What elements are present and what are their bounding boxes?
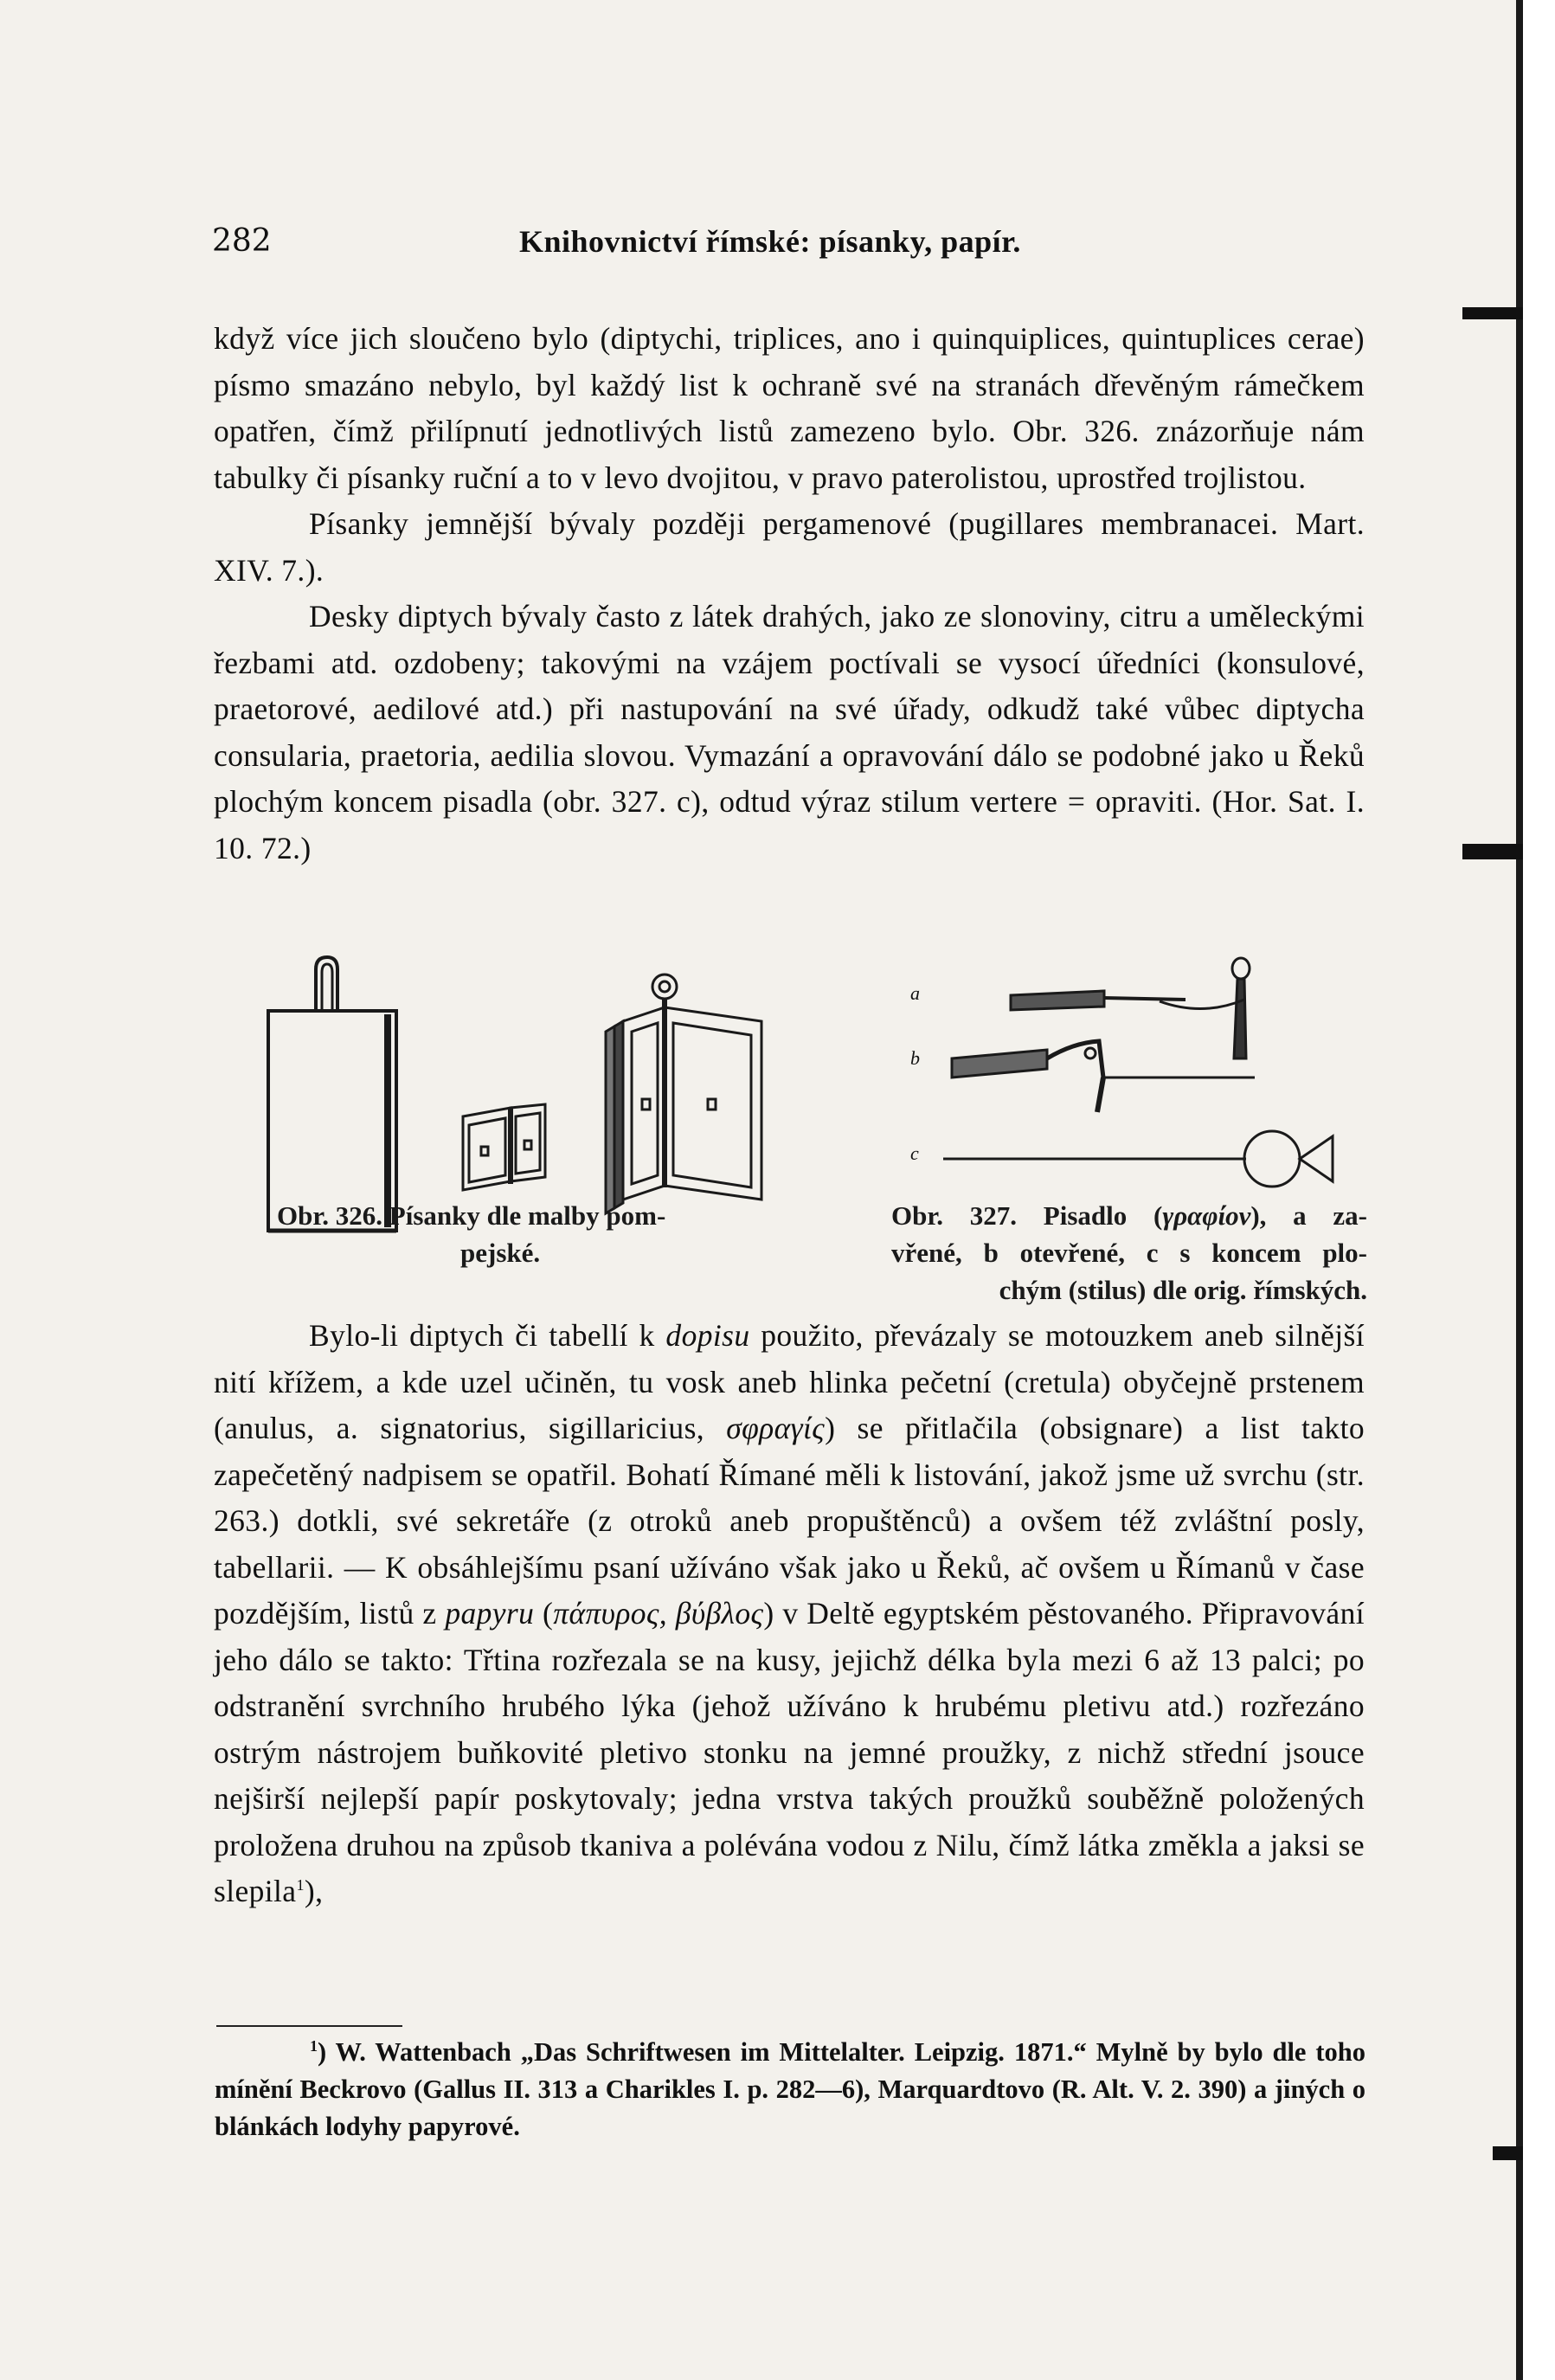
page-header [212,223,1367,267]
figure-327-caption [891,1197,1367,1309]
caption-line: chým (stilus) dle orig. římských. [999,1275,1367,1305]
page-edge-mark [1462,844,1523,859]
page-number: 282 [212,223,272,259]
scan-margin [1523,0,1555,2380]
body-text-bottom [214,1313,1365,1915]
running-title: Knihovnictví římské: písanky, papír. [519,224,1021,259]
figure-326-caption [277,1197,796,1271]
footnote [215,2034,1365,2145]
figure-327-styli [900,939,1367,1207]
tablet-triptych-illustration [463,1104,545,1190]
stylus-c-flat-end [943,1131,1333,1187]
paragraph: Písanky jemnější bývaly později pergamenové (pugillares membranacei. Mart. XIV. 7.). [214,506,1365,588]
footnote-reference: 1 [296,1876,305,1894]
caption-line: Obr. 326. Písanky dle malby pom- [277,1200,666,1231]
paragraph: když více jich sloučeno bylo (diptychi, triplices, ano i quinquiplices, quintuplices cerae) písmo smazáno nebylo, byl každý list k ochraně své na stranách dřevěným rámečkem opatřen, čímž přilípnutí jednotlivých listů zamezeno bylo. Obr. 326. znázorňuje nám tabulky či písanky ruční a to v levo dvojitou, v pravo paterolistou, uprostřed trojlistou. [214,321,1365,495]
footnote-divider [216,2025,402,2027]
paragraph: Bylo-li diptych či tabellí k dopisu použito, převázaly se motouzkem aneb silnější nití křížem, a kde uzel učiněn, tu vosk aneb hlinka pečetní (cretula) obyčejně prstenem (anulus, a. signatorius, sigillaricius, σφραγίς) se přitlačila (obsignare) a list takto zapečetěný nadpisem se opatřil. Bohatí Římané měli k listování, jakož jsme už svrchu (str. 263.) dotkli, své sekretáře (z otroků aneb propuštěnců) a ovšem též zvláštní posly, tabellarii. — K obsáhlejšímu psaní užíváno však jako u Řeků, ač ovšem u Římanů v čase pozdějším, listů z papyru (πάπυρος, βύβλος) v Deltě egyptském pěstovaného. Připravování jeho dálo se takto: Třtina rozřezala se na kusy, jejichž délka byla mezi 6 až 13 palci; po odstranění svrchního hrubého lýka (jehož užíváno k hrubému pletivu atd.) rozřezáno ostrým nástrojem buňkovité pletivo stonku na jemné proužky, z nichž střední jsouce nejširší nejlepší papír poskytovaly; jedna vrstva takých proužků souběžně položených proložena druhou na způsob tkaniva a polévána vodou z Nilu, čímž látka změkla a jaksi se slepila$^1$), [214,1318,1365,1908]
figure-label-b: b [910,1047,920,1069]
footnote-marker: 1 [310,2036,318,2055]
page-edge-shadow [1516,0,1523,2380]
figure-label-c: c [910,1142,919,1164]
paragraph: Desky diptych bývaly často z látek drahých, jako ze slonoviny, citru a uměleckými řezbami atd. ozdobeny; takovými na vzájem poctívali se vysocí úředníci (konsulové, praetorové, aedilové atd.) při nastupování na své úřady, odkudž také vůbec diptycha consularia, praetoria, aedilia slovou. Vymazání a opravování dálo se podobné jako u Řeků plochým koncem pisadla (obr. 327. c), odtud výraz stilum vertere = opraviti. (Hor. Sat. I. 10. 72.) [214,599,1365,865]
caption-line: Obr. 327. Pisadlo (γραφίον), a za- [891,1200,1367,1231]
stylus-b-open [952,1041,1255,1112]
page-edge-mark [1493,2146,1523,2160]
figure-label-a: a [910,982,920,1004]
tablet-pentaptych-illustration [606,975,761,1213]
body-text-top [214,316,1365,872]
stylus-a-closed [1011,958,1250,1058]
tablet-diptych-illustration [268,957,396,1231]
page-edge-mark [1462,307,1523,319]
caption-line: vřené, b otevřené, c s koncem plo- [891,1238,1367,1268]
caption-line: pejské. [460,1238,541,1268]
footnote-text: ) W. Wattenbach „Das Schriftwesen im Mittelalter. Leipzig. 1871.“ Mylně by bylo dle toho mínění Beckrovo (Gallus II. 313 a Charikles I. p. 282—6), Marquardtovo (R. Alt. V. 2. 390) a jiných o blánkách lodyhy papyrové. [215,2037,1365,2141]
